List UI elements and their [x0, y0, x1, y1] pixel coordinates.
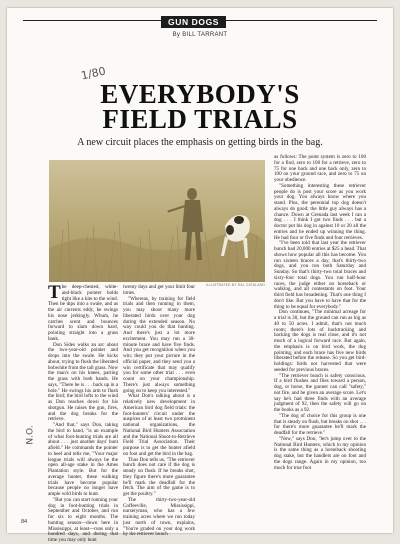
byline: By BILL TARRANT	[172, 32, 228, 38]
paragraph: "Something interesting these retriever people do is post your score as you work your dog. You always know where you stand. Plus, the perennial top dog doesn't always do good; the little guy always has a chance. Down at Grenada last week I ran a dog . . . I think I got two finds . . . but a doctor put his dog in against 10 or 20 all the entries and he ended up winning the thing. He had four or five finds and four retrieves.	[274, 182, 366, 241]
magazine-page	[7, 8, 393, 543]
section-tag: GUN DOGS	[161, 16, 226, 28]
paragraph: "The retriever bunch is safety conscious. If a bird flushes and flies toward a person, dog, or horse, the gunner can call "safety," not fire, and be given an average score. Let's say he's had three finds with an average judgment of 92, then the safety will go on the books as a 92.	[274, 372, 366, 413]
paragraph: "Whereas, by training for field trials and then running in them, you may shoot many more liberated birds over your dog during the extended season. No way could you do that hunting. And there's just a lot more excitement. You may run a 30-minute brace and have five finds. And you get recognition when you win; they put your picture in the official paper, and they send you a win certificate that may qualify you for some other trial . . . even count on your championship. There's just always something going on to keep you interested."	[123, 295, 195, 394]
deck: A new circuit places the emphasis on getting birds in the bag.	[77, 137, 323, 148]
paragraph: The thirty-two-year-old Coffeeville, Mississippi, nurseryman, who has a few training acres where we run today just north of town, explains, "You're graded on your dog work by the retriever bunch	[123, 496, 195, 538]
drop-cap: T	[48, 282, 61, 303]
paragraph: "And that," says Don, taking the bird to hand, "is an example of what foot-hunting trials are all about . . . just another days' hunt afield." He commands the pointer to heel and tells me, "Your major league trials will always be the open all-age stake in the Ames Plantation style. But for the average hunter, these walking trials have become popular because people no longer have ample wild birds to hunt.	[48, 422, 118, 497]
paragraph: "But you can start running your dog in foot-hunting trials in September and October, and run for six to eight months. The hunting season—down here in Mississippi, at least—runs only a hundred days, and during that time you may only hunt	[48, 496, 118, 543]
body-column-2	[123, 284, 195, 538]
handwritten-date: 1/80	[79, 64, 107, 83]
paragraph: as follows: The point system is zero to 100 for a find, zero to 100 for a retrieve, zero to 75 for one back and one back only, zero to 100 on your ground race, and zero to 75 on your obedience.	[274, 154, 366, 183]
photo-illustration	[49, 160, 265, 282]
paragraph: Don continues, "The minimal acreage for a trial is 30, but the ground can run as big as 40 to 50 acres. I admit, that's not much room; there's lots of backtracking and backing the dogs is real close, and it's not much of a logical forward race. But again, the emphasis is on bird work, the dog pointing, and each brace has five new birds liberated before the release. So you get bird-holdings: birds not harvested that were seeded for previous braces.	[274, 309, 366, 373]
handwritten-margin-note: N.O.	[25, 425, 36, 445]
hunting-dog-photo	[49, 160, 265, 282]
body-column-1	[48, 282, 118, 543]
page-number: 84	[21, 519, 28, 525]
paragraph: Don Sides walks an arc about the two-year-old pointer and drops into the swale. He kicks about, trying to flush the liberated bobwhite from the tall grass. Now the man's on his knees, parting the grass with both hands. He says, "There he is . . . back up in a hole." He swings his arm to flush the bird; the bird lofts to the wind as Don reaches down for his shotgun. He raises the gun, fires, and the dog breaks for the retrieve.	[48, 341, 118, 423]
headline-line-1: EVERYBODY'S	[100, 79, 300, 109]
paragraph: "Now," says Don, "let's jump over to the National Bird Hunters, which in my opinion is the same thing as a horseback shooting dog stake, but the handlers are on foot and the dogs range. Again in my opinion, too much for true foot	[274, 435, 366, 471]
body-column-3	[274, 155, 366, 523]
paragraph: Thus Don tells us, "The retriever bunch does not care if the dog is steady on flush. If he breaks shot, they figure there's more guarantee he'll mark the deadfall for the fetch. The aim of the game is to get the poultry."	[123, 456, 195, 497]
headline-line-2: FIELD TRIALS	[102, 104, 298, 134]
paragraph: The deep-chested, white-and-black pointer holds tight like a kite to the wind. Then he dips into a swale, and as the air currents eddy, he swings his nose jerkingly. Whum, he catches scent and bounces forward to slam down hard, pointing straight into a grass bank.	[48, 282, 118, 342]
paragraph: "I've been told that last year the retriever bunch had 20,000 entries at $25 a head. That shows how popular all this has become. You run sixteen braces a day, that's thirty-two dogs, and you run both Saturday and Sunday. So that's thirty-two total braces and sixty-four total dogs. You run half-hour races, the judge either on horseback or walking, and all contestants on foot. Your third field has broadening. That's one thing I don't like. But you have to have that for the thing to be equal for everybody."	[274, 240, 366, 310]
paragraph: twenty days and get your limit four times.	[123, 284, 195, 296]
paragraph: What Don's talking about is a relatively new development in American bird dog field trials: the foot-hunters' circuit under the auspices of at least two prominent national organizations, the National Bird Hunters Association and the National Shoot-to-Retrieve Field Trial Association. Their purpose is to get the hunter afield on foot and get the bird in the bag.	[123, 393, 195, 457]
photo-credit: ILLUSTRATED BY SAL CATALANO	[206, 283, 265, 287]
paragraph: "The dog of choice for this group is one that is steady on flush, but breaks on shot . . . for there's more guarantee he'll mark the deadfall for the retrieve."	[274, 412, 366, 436]
